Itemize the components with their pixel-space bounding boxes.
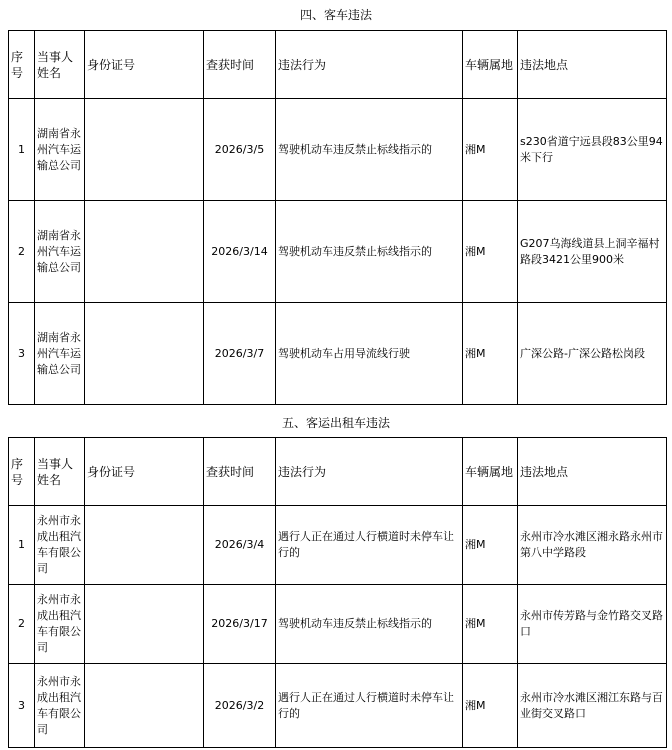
header-violation: 违法行为: [276, 438, 463, 506]
cell-region: 湘M: [463, 201, 518, 303]
cell-id: [85, 506, 204, 585]
header-id: 身份证号: [85, 438, 204, 506]
table-row: [9, 664, 667, 748]
cell-violation: 遇行人正在通过人行横道时未停车让行的: [276, 664, 463, 748]
header-party: 当事人姓名: [35, 31, 85, 99]
cell-party: 湖南省永州汽车运输总公司: [35, 99, 85, 201]
taxi-violations-table: [8, 437, 667, 748]
table-header-row: [9, 438, 667, 506]
cell-date: 2026/3/14: [204, 201, 276, 303]
cell-no: 1: [9, 99, 35, 201]
passenger-vehicle-violations-table: [8, 30, 667, 405]
cell-location: 永州市传芳路与金竹路交叉路口: [518, 585, 667, 664]
cell-id: [85, 585, 204, 664]
cell-no: 2: [9, 201, 35, 303]
cell-no: 3: [9, 303, 35, 405]
table-row: [9, 585, 667, 664]
cell-violation: 驾驶机动车违反禁止标线指示的: [276, 201, 463, 303]
cell-region: 湘M: [463, 585, 518, 664]
cell-no: 1: [9, 506, 35, 585]
cell-date: 2026/3/5: [204, 99, 276, 201]
cell-date: 2026/3/2: [204, 664, 276, 748]
table-row: [9, 201, 667, 303]
cell-violation: 驾驶机动车占用导流线行驶: [276, 303, 463, 405]
section-5-title: 五、客运出租车违法: [281, 416, 390, 430]
cell-region: 湘M: [463, 303, 518, 405]
cell-date: 2026/3/17: [204, 585, 276, 664]
header-location: 违法地点: [518, 31, 667, 99]
header-date: 查获时间: [204, 438, 276, 506]
cell-violation: 遇行人正在通过人行横道时未停车让行的: [276, 506, 463, 585]
cell-location: 永州市冷水滩区湘永路永州市第八中学路段: [518, 506, 667, 585]
cell-party: 永州市永成出租汽车有限公司: [35, 664, 85, 748]
cell-id: [85, 201, 204, 303]
cell-id: [85, 99, 204, 201]
table-row: [9, 303, 667, 405]
table-header-row: [9, 31, 667, 99]
header-region: 车辆属地: [463, 438, 518, 506]
section-4-title: 四、客车违法: [299, 8, 372, 22]
cell-no: 2: [9, 585, 35, 664]
header-location: 违法地点: [518, 438, 667, 506]
cell-region: 湘M: [463, 99, 518, 201]
cell-party: 湖南省永州汽车运输总公司: [35, 201, 85, 303]
cell-id: [85, 664, 204, 748]
cell-party: 永州市永成出租汽车有限公司: [35, 585, 85, 664]
table-row: [9, 506, 667, 585]
header-date: 查获时间: [204, 31, 276, 99]
cell-party: 永州市永成出租汽车有限公司: [35, 506, 85, 585]
cell-no: 3: [9, 664, 35, 748]
header-no: 序号: [9, 438, 35, 506]
cell-region: 湘M: [463, 506, 518, 585]
cell-region: 湘M: [463, 664, 518, 748]
cell-location: 广深公路-广深公路松岗段: [518, 303, 667, 405]
header-party: 当事人姓名: [35, 438, 85, 506]
cell-location: G207乌海线道县上洞辛福村路段3421公里900米: [518, 201, 667, 303]
header-no: 序号: [9, 31, 35, 99]
cell-location: s230省道宁远县段83公里94米下行: [518, 99, 667, 201]
header-violation: 违法行为: [276, 31, 463, 99]
cell-location: 永州市冷水滩区湘江东路与百业街交叉路口: [518, 664, 667, 748]
cell-date: 2026/3/7: [204, 303, 276, 405]
header-region: 车辆属地: [463, 31, 518, 99]
cell-violation: 驾驶机动车违反禁止标线指示的: [276, 585, 463, 664]
cell-party: 湖南省永州汽车运输总公司: [35, 303, 85, 405]
cell-violation: 驾驶机动车违反禁止标线指示的: [276, 99, 463, 201]
header-id: 身份证号: [85, 31, 204, 99]
cell-id: [85, 303, 204, 405]
cell-date: 2026/3/4: [204, 506, 276, 585]
table-row: [9, 99, 667, 201]
